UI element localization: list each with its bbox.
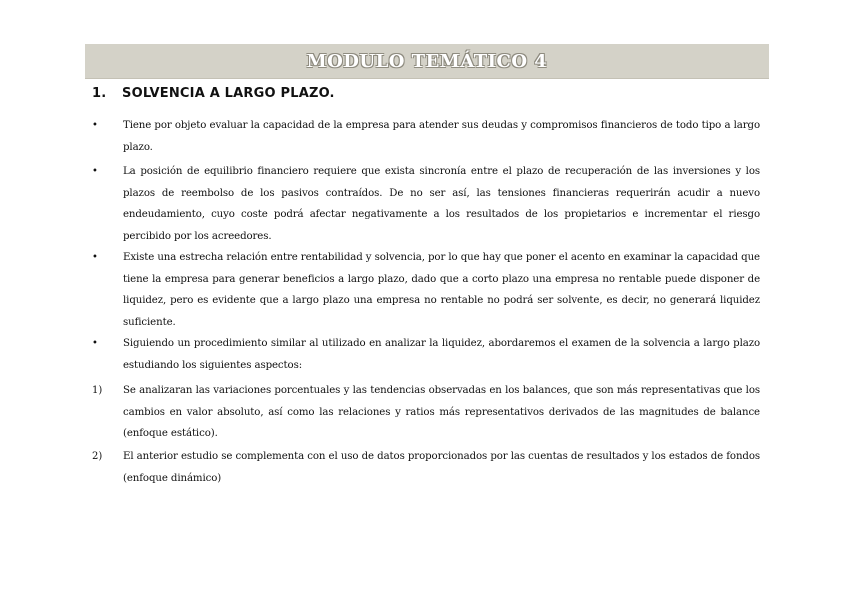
- list-item-text: Siguiendo un procedimiento similar al utilizado en analizar la liquidez, abordaremos el examen de la solvencia a largo plazo estudiando los siguientes aspectos:: [123, 338, 760, 371]
- bullet-marker: •: [92, 166, 98, 177]
- number-marker: 1): [92, 385, 103, 396]
- list-item: [85, 247, 760, 333]
- list-item: [85, 333, 760, 376]
- section-number: 1.: [92, 86, 107, 101]
- list-item-text: La posición de equilibrio financiero requiere que exista sincronía entre el plazo de recuperación de las inversiones y los plazos de reembolso de los pasivos contraídos. De no ser así, las tensiones financieras requerirán acudir a nuevo endeudamiento, cuyo coste podrá afectar negativamente a los resultados de los propietarios e incrementar el riesgo percibido por los acreedores.: [123, 166, 760, 242]
- list-item: [85, 161, 760, 247]
- bullet-marker: •: [92, 252, 98, 263]
- module-banner: [85, 44, 769, 79]
- section-title: SOLVENCIA A LARGO PLAZO.: [122, 86, 335, 101]
- number-marker: 2): [92, 451, 103, 462]
- bullet-marker: •: [92, 338, 98, 349]
- list-item-text: Se analizaran las variaciones porcentuales y las tendencias observadas en los balances, que son más representativas que los cambios en valor absoluto, así como las relaciones y ratios más representativos derivados de las magnitudes de balance (enfoque estático).: [123, 385, 760, 439]
- list-item: [85, 380, 760, 445]
- section-heading: [92, 86, 335, 101]
- list-item-text: El anterior estudio se complementa con el uso de datos proporcionados por las cuentas de resultados y los estados de fondos (enfoque dinámico): [123, 451, 760, 484]
- list-item-text: Tiene por objeto evaluar la capacidad de la empresa para atender sus deudas y compromisos financieros de todo tipo a largo plazo.: [123, 120, 760, 153]
- list-item: [85, 115, 760, 158]
- bullet-marker: •: [92, 120, 98, 131]
- list-item-text: Existe una estrecha relación entre rentabilidad y solvencia, por lo que hay que poner el acento en examinar la capacidad que tiene la empresa para generar beneficios a largo plazo, dado que a corto plazo una empresa no rentable puede disponer de liquidez, pero es evidente que a largo plazo una empresa no rentable no podrá ser solvente, es decir, no generará liquidez suficiente.: [123, 252, 760, 328]
- module-title: MODULO TEMÁTICO 4: [306, 50, 548, 72]
- list-item: [85, 446, 760, 489]
